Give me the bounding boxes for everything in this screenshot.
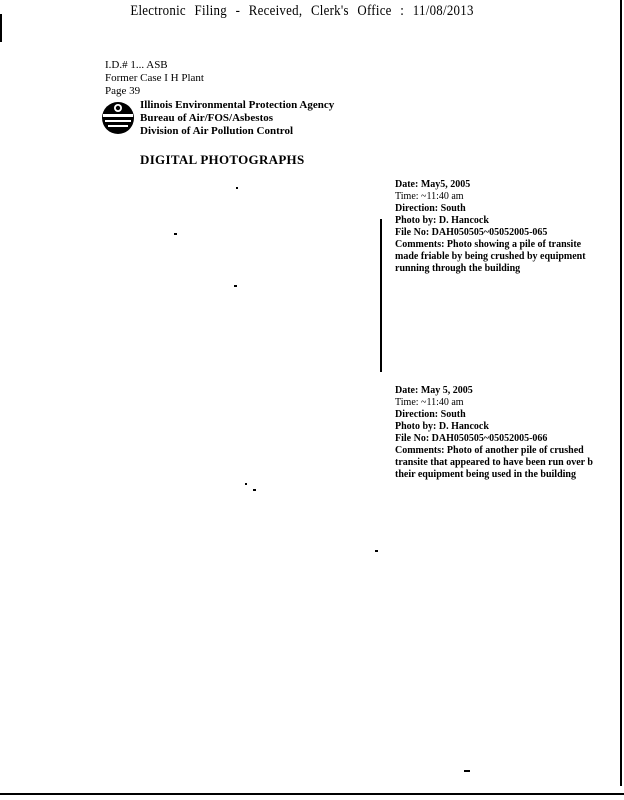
photo-frame-divider: [380, 219, 382, 372]
scan-speck: [375, 550, 378, 552]
caption-photographer: Photo by: D. Hancock: [395, 215, 489, 226]
caption-file-no: File No: DAH050505~05052005-065: [395, 227, 548, 238]
photo-caption-2: [395, 385, 610, 481]
caption-comment-line: made friable by being crushed by equipment: [395, 251, 586, 262]
bureau-name: Bureau of Air/FOS/Asbestos: [140, 112, 274, 124]
scan-speck: [174, 233, 177, 235]
caption-comment-line: transite that appeared to have been run over b: [395, 457, 593, 468]
agency-seal-icon: [100, 100, 136, 136]
caption-time: Time: ~11:40 am: [395, 397, 464, 408]
filing-stamp: Electronic Filing - Received, Clerk's Office : 11/08/2013: [130, 3, 474, 19]
page-number: Page 39: [105, 85, 141, 97]
caption-date: Date: May 5, 2005: [395, 385, 473, 396]
scan-edge-left: [0, 14, 2, 42]
caption-comment-line: running through the building: [395, 263, 521, 274]
caption-photographer: Photo by: D. Hancock: [395, 421, 489, 432]
site-line: Former Case I H Plant: [105, 72, 204, 84]
caption-direction: Direction: South: [395, 409, 466, 420]
agency-name: Illinois Environmental Protection Agency: [140, 99, 335, 111]
scan-speck: [464, 770, 470, 772]
scan-edge-right: [620, 0, 622, 786]
caption-comment-line: Comments: Photo showing a pile of transite: [395, 239, 582, 250]
caption-time: Time: ~11:40 am: [395, 191, 464, 202]
caption-file-no: File No: DAH050505~05052005-066: [395, 433, 548, 444]
scan-edge-bottom: [0, 793, 624, 795]
caption-date: Date: May5, 2005: [395, 179, 471, 190]
scan-speck: [253, 489, 256, 491]
caption-comment-line: their equipment being used in the building: [395, 469, 576, 480]
caption-comment-line: Comments: Photo of another pile of crushed: [395, 445, 584, 456]
caption-direction: Direction: South: [395, 203, 466, 214]
division-name: Division of Air Pollution Control: [140, 125, 294, 137]
scan-speck: [236, 187, 238, 189]
scan-speck: [234, 285, 237, 287]
document-title: DIGITAL PHOTOGRAPHS: [140, 152, 305, 167]
scan-speck: [245, 483, 247, 485]
photo-caption-1: [395, 179, 610, 275]
id-line: I.D.# 1... ASB: [105, 59, 168, 71]
